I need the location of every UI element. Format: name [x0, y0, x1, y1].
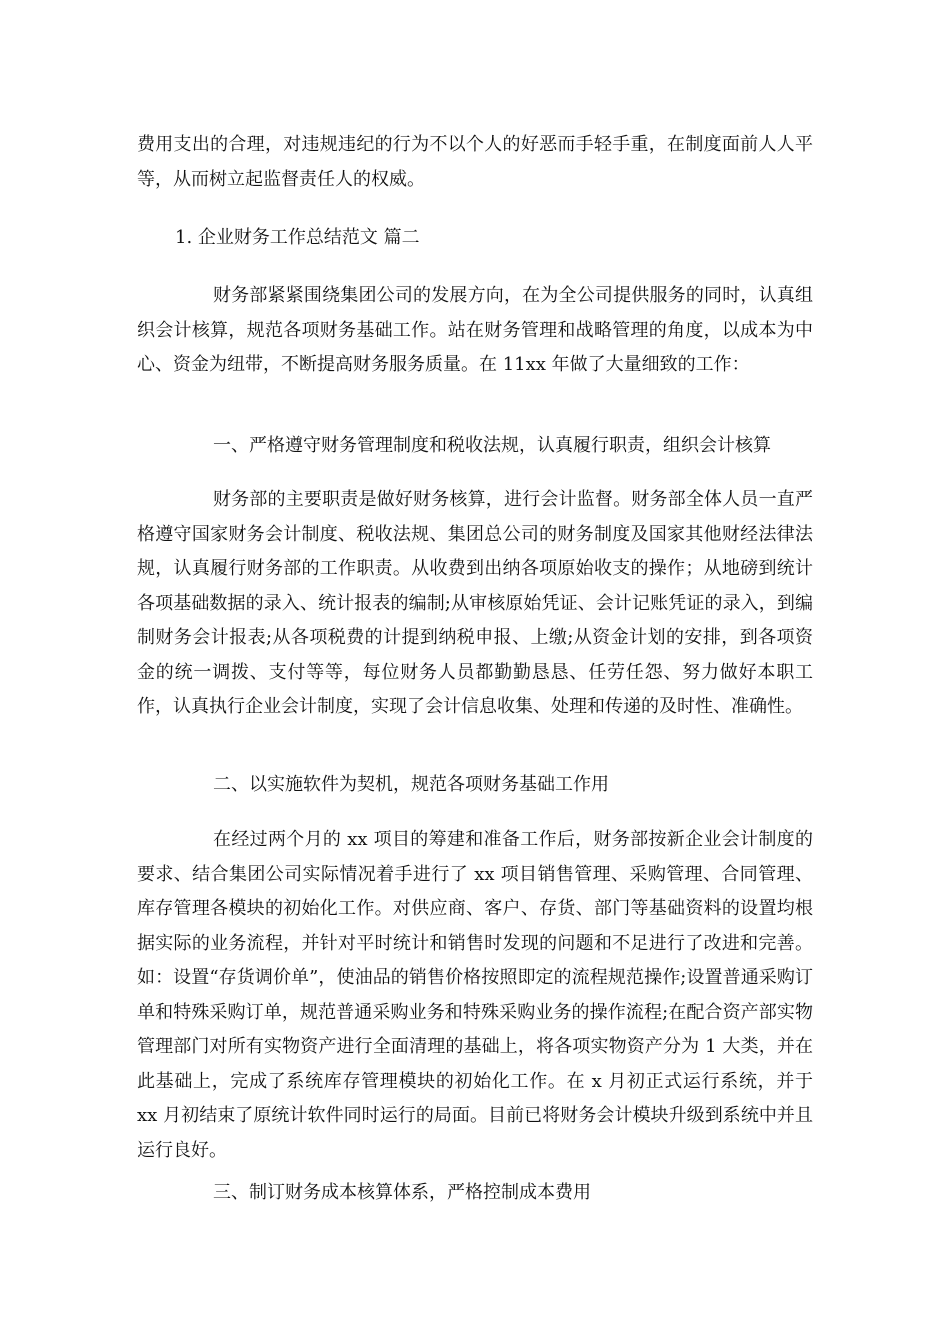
section-title: 1. 企业财务工作总结范文 篇二 — [175, 227, 420, 248]
heading-3: 三、制订财务成本核算体系，严格控制成本费用 — [213, 1182, 591, 1203]
intro-paragraph: 财务部紧紧围绕集团公司的发展方向，在为全公司提供服务的同时，认真组织会计核算，规范各项财务基础工作。站在财务管理和战略管理的角度，以成本为中心、资金为纽带，不断提高财务服务质量。在 11xx 年做了大量细致的工作： — [137, 285, 813, 375]
body-paragraph-2: 在经过两个月的 xx 项目的筹建和准备工作后，财务部按新企业会计制度的要求、结合集团公司实际情况着手进行了 xx 项目销售管理、采购管理、合同管理、库存管理各模块的初始化工作。对供应商、客户、存货、部门等基础资料的设置均根据实际的业务流程，并针对平时统计和销售时发现的问题和不足进行了改进和完善。如：设置“存货调价单”，使油品的销售价格按照即定的流程规范操作;设置普通采购订单和特殊采购订单，规范普通采购业务和特殊采购业务的操作流程;在配合资产部实物管理部门对所有实物资产进行全面清理的基础上，将各项实物资产分为 1 大类，并在此基础上，完成了系统库存管理模块的初始化工作。在 x 月初正式运行系统，并于 xx 月初结束了原统计软件同时运行的局面。目前已将财务会计模块升级到系统中并且运行良好。 — [137, 829, 813, 1161]
heading-1: 一、严格遵守财务管理制度和税收法规，认真履行职责，组织会计核算 — [213, 435, 771, 456]
continuation-paragraph: 费用支出的合理，对违规违纪的行为不以个人的好恶而手轻手重，在制度面前人人平等，从而树立起监督责任人的权威。 — [137, 134, 813, 190]
body-paragraph-1: 财务部的主要职责是做好财务核算，进行会计监督。财务部全体人员一直严格遵守国家财务会计制度、税收法规、集团总公司的财务制度及国家其他财经法律法规，认真履行财务部的工作职责。从收费到出纳各项原始收支的操作；从地磅到统计各项基础数据的录入、统计报表的编制;从审核原始凭证、会计记账凭证的录入，到编制财务会计报表;从各项税费的计提到纳税申报、上缴;从资金计划的安排，到各项资金的统一调拨、支付等等，每位财务人员都勤勤恳恳、任劳任怨、努力做好本职工作，认真执行企业会计制度，实现了会计信息收集、处理和传递的及时性、准确性。 — [137, 489, 813, 717]
heading-2: 二、以实施软件为契机，规范各项财务基础工作用 — [213, 774, 609, 795]
